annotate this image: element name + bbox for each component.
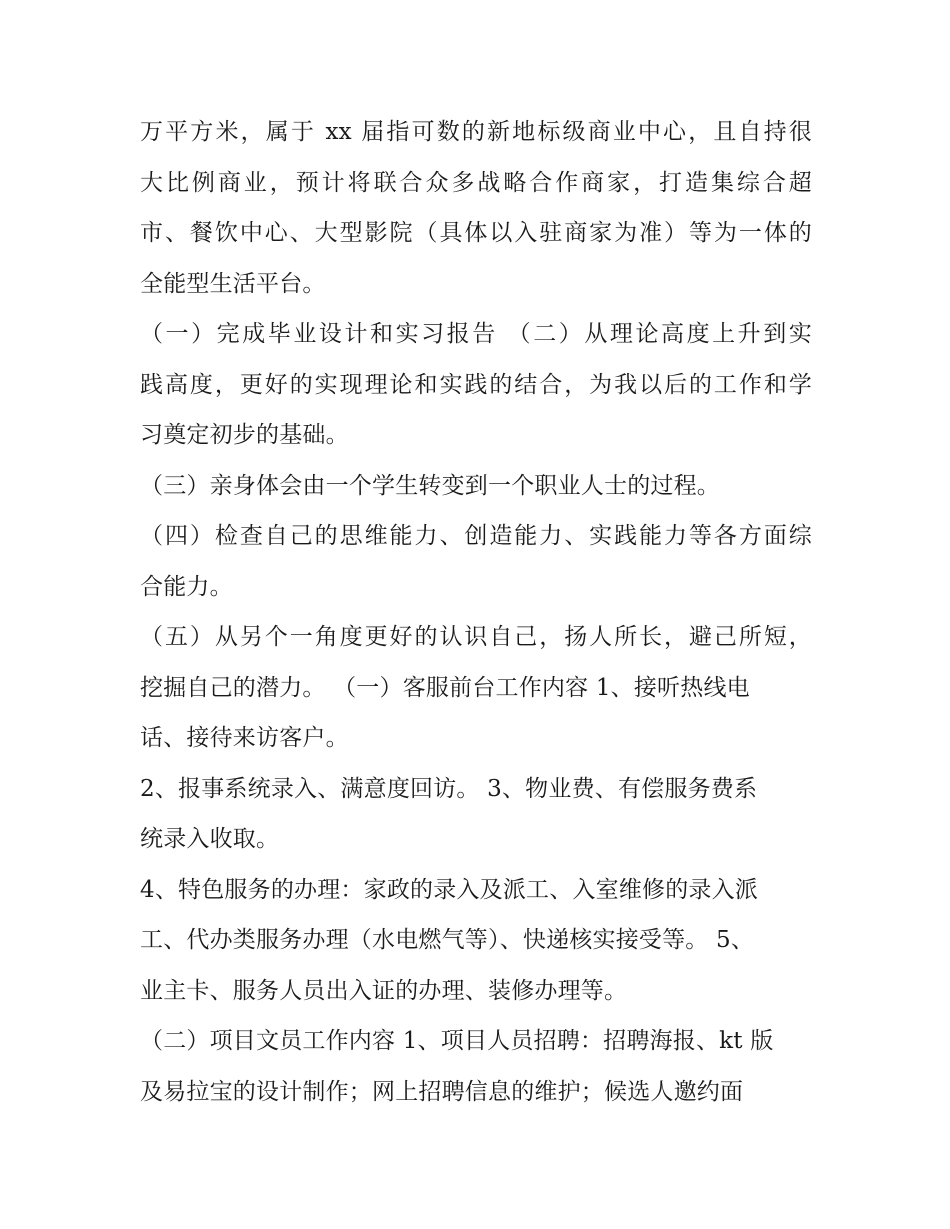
document-body [140,112,812,1122]
text-line: 习奠定初步的基础。 [140,422,349,448]
text-line: （五）从另个一角度更好的认识自己，扬人所长，避己所短， [140,624,812,650]
text-line: 统录入收取。 [140,826,280,852]
text-line: 业主卡、服务人员出入证的办理、装修办理等。 [140,977,628,1004]
text-line: 践高度，更好的实现理论和实践的结合，为我以后的工作和学 [140,371,812,398]
text-line: 大比例商业，预计将联合众多战略合作商家，打造集综合超 [140,169,812,196]
text-line: 2、报事系统录入、满意度回访。 3、物业费、有偿服务费系 [140,775,758,802]
text-line: 工、代办类服务办理（水电燃气等）、快递核实接受等。 5、 [140,927,755,953]
text-line: 及易拉宝的设计制作；网上招聘信息的维护；候选人邀约面 [140,1078,744,1105]
text-line: 挖掘自己的潜力。 （一）客服前台工作内容 1、接听热线电 [140,674,750,701]
text-line: （四）检查自己的思维能力、创造能力、实践能力等各方面综 [140,523,812,549]
text-line: 4、特色服务的办理：家政的录入及派工、入室维修的录入派 [140,876,759,903]
text-line: 市、餐饮中心、大型影院（具体以入驻商家为准）等为一体的 [140,220,812,246]
text-line: （二）项目文员工作内容 1、项目人员招聘：招聘海报、kt 版 [140,1028,774,1054]
text-line: 万平方米，属于 xx 届指可数的新地标级商业中心，且自持很 [140,119,812,145]
text-line: 全能型生活平台。 [140,270,326,297]
text-line: （三）亲身体会由一个学生转变到一个职业人士的过程。 [140,472,720,499]
text-line: （一）完成毕业设计和实习报告 （二）从理论高度上升到实 [140,321,812,347]
text-line: 合能力。 [140,573,233,600]
text-line: 话、接待来访客户。 [140,725,349,751]
